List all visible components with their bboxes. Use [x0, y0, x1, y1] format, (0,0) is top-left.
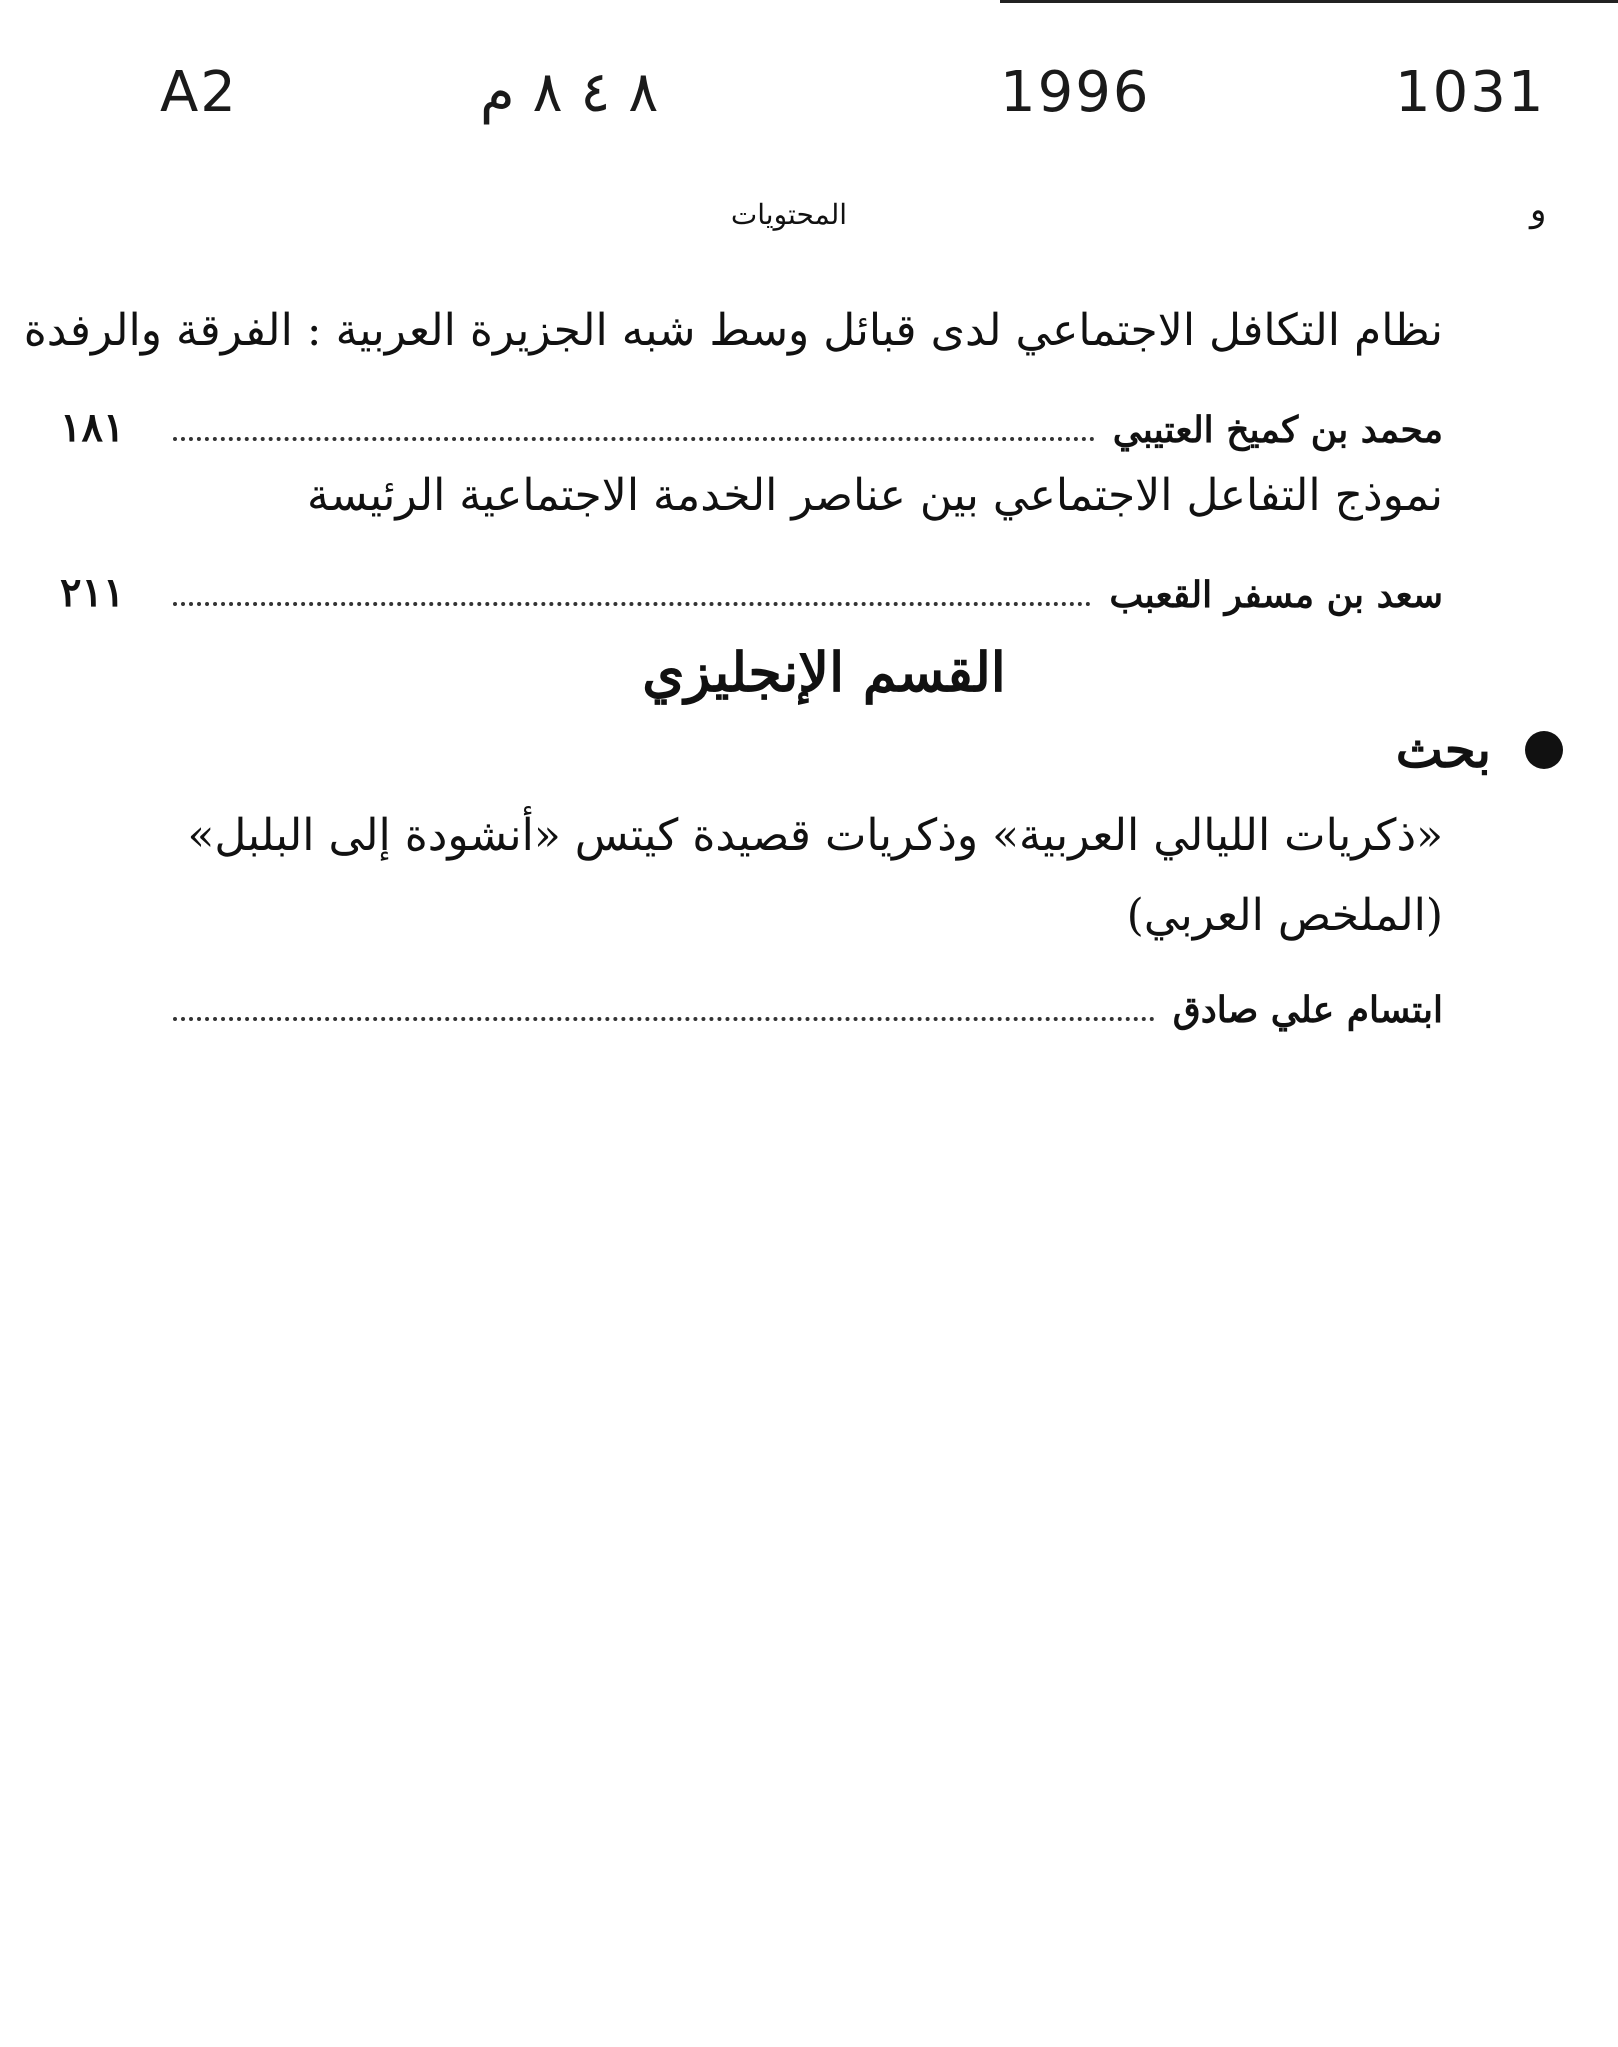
entry-2-title: نموذج التفاعل الاجتماعي بين عناصر الخدمة الاجتماعية الرئيسة: [307, 470, 1443, 521]
english-entry-author: ابتسام علي صادق: [1172, 989, 1443, 1031]
entry-1-title: نظام التكافل الاجتماعي لدى قبائل وسط شبه الجزيرة العربية : الفرقة والرفدة: [23, 305, 1443, 356]
english-entry-subtitle: (الملخص العربي): [1126, 890, 1443, 941]
section-title-text: القسم الإنجليزي: [642, 640, 1006, 704]
bullet-dot-icon: [1525, 731, 1563, 769]
running-head: [0, 198, 1618, 231]
subsection-label: بحث: [1395, 720, 1491, 779]
entry-1-line: [60, 395, 1443, 451]
page-letter: و: [1530, 190, 1547, 230]
section-title: [0, 640, 1618, 704]
handwritten-number: 1031: [1395, 60, 1546, 125]
top-border-line: [1000, 0, 1618, 3]
entry-2-author: سعد بن مسفر القعبب: [1109, 574, 1443, 616]
english-entry-leader-dots: [173, 1017, 1155, 1021]
entry-1-author: محمد بن كميخ العتيبي: [1112, 409, 1443, 451]
entry-1-page-number: ١٨١: [60, 404, 125, 451]
running-head-text: المحتويات: [730, 198, 848, 231]
handwritten-marks-group: ٨ ٤ ٨ م: [480, 60, 659, 125]
handwritten-mark-left: A2: [160, 60, 238, 125]
entry-2-line: [60, 560, 1443, 616]
handwritten-year: 1996: [1000, 60, 1151, 125]
entry-1-leader-dots: [173, 437, 1095, 441]
english-entry-title: «ذكريات الليالي العربية» وذكريات قصيدة كيتس «أنشودة إلى البلبل»: [187, 810, 1443, 861]
entry-2-page-number: ٢١١: [60, 569, 125, 616]
subsection-heading: [1396, 720, 1563, 779]
entry-2-leader-dots: [173, 602, 1091, 606]
english-entry-line: [60, 975, 1443, 1031]
